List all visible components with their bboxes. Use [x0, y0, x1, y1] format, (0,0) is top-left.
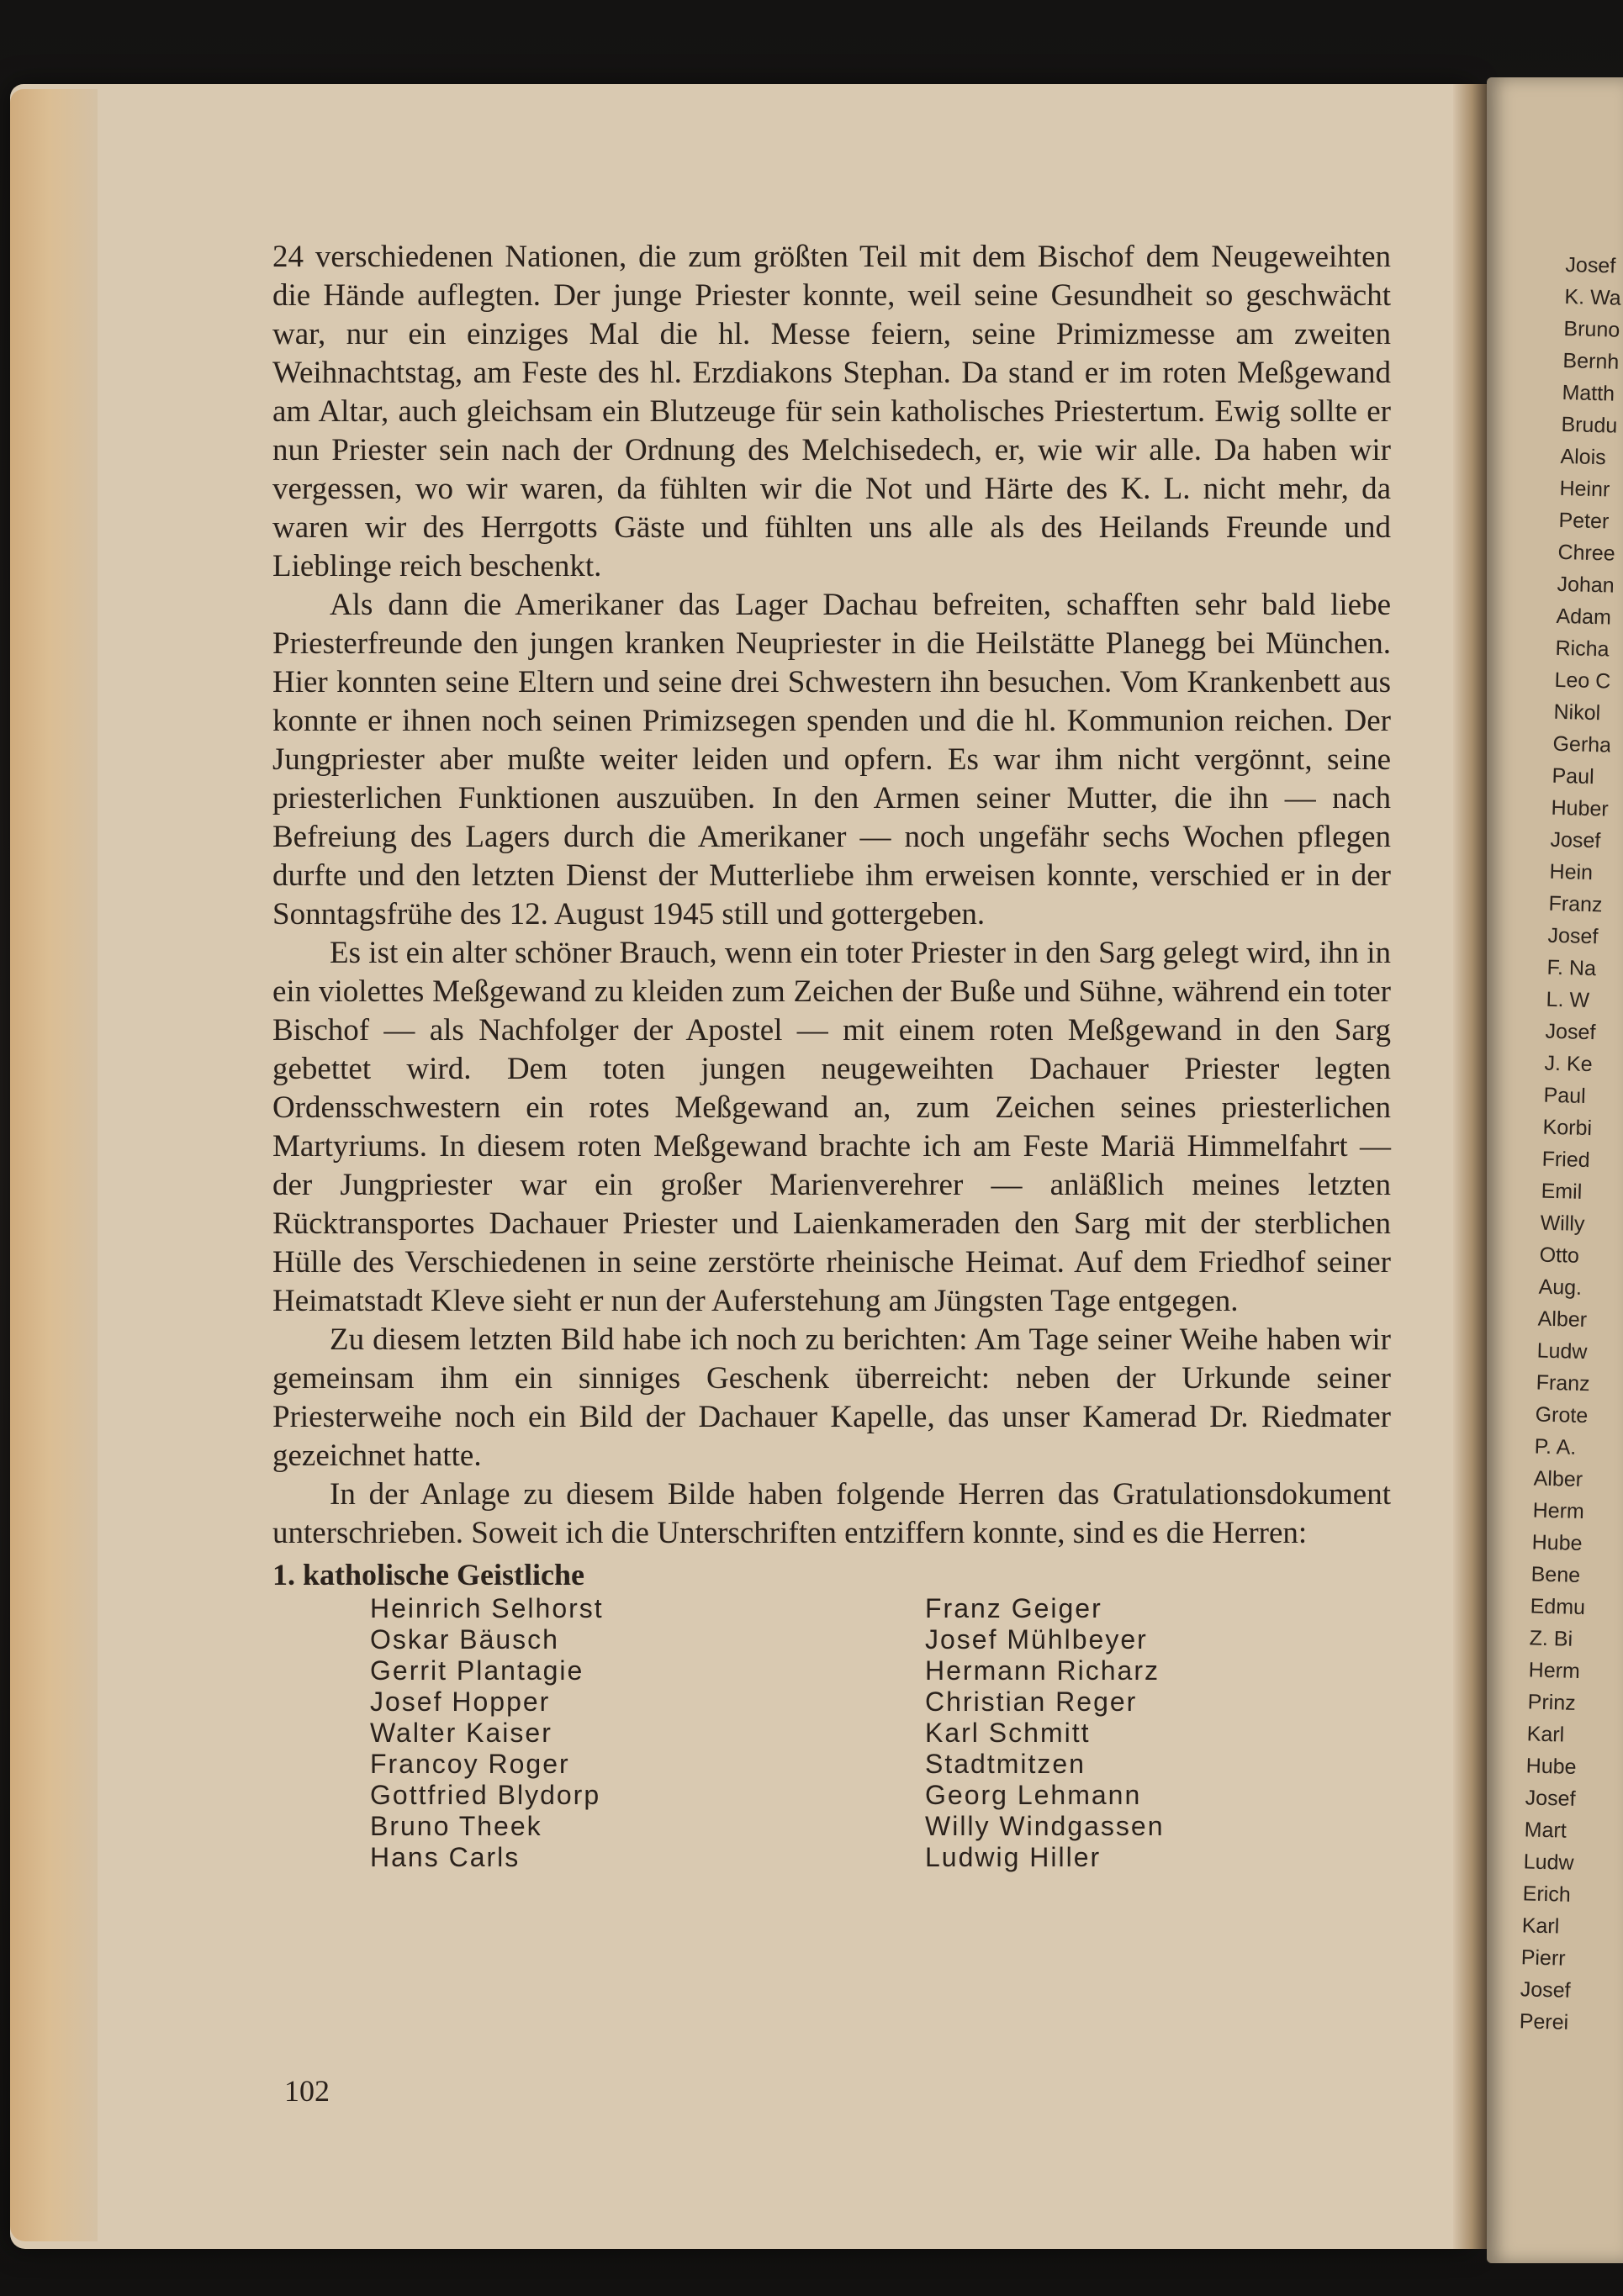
facing-page-fragment: Peter [1558, 508, 1610, 534]
facing-page-fragment: Huber [1551, 795, 1610, 821]
book-gutter [1453, 84, 1487, 2249]
facing-page-fragment: Nikol [1553, 699, 1601, 726]
paragraph-2: Als dann die Amerikaner das Lager Dachau befreiten, schafften sehr bald liebe Priesterfreunde den jungen kranken Neupriester in die Heilstätte Planegg bei München. Hier konnten seine Eltern und seine drei Schwestern ihn besuchen. Vom Krankenbett aus konnte er ihnen noch seinen Primizsegen spenden und die hl. Kommunion reichen. Der Jungpriester aber mußte weiter leiden und opfern. Es war ihm nicht vergönnt, seine priesterlichen Funktionen auszuüben. In den Armen seiner Mutter, die ihn — nach Befreiung des Lagers durch die Amerikaner — noch ungefähr sechs Wochen pflegen durfte und den letzten Dienst der Mutterliebe ihm erweisen konnte, verschied er in der Sonntagsfrühe des 12. August 1945 still und gottergeben. [272, 588, 1391, 932]
facing-page-fragment: Ludw [1523, 1850, 1574, 1875]
facing-page-fragment: Herm [1528, 1658, 1581, 1684]
signatory-list [272, 1593, 1391, 1873]
facing-page-fragment: Emil [1541, 1179, 1583, 1204]
facing-page-fragment: Franz [1536, 1370, 1590, 1396]
signatory-name: Oskar Bäusch [370, 1624, 559, 1655]
facing-page-fragment: Matth [1562, 380, 1615, 406]
facing-page-fragment: Edmu [1530, 1594, 1586, 1620]
section-heading: 1. katholische Geistliche [272, 1558, 584, 1591]
page-number: 102 [284, 2074, 330, 2108]
paragraph-5: In der Anlage zu diesem Bilde haben folgende Herren das Gratulationsdokument unterschrieben. Soweit ich die Unterschriften entziffern konnte, sind es die Herren: [272, 1477, 1391, 1550]
facing-page-fragment: Hube [1531, 1530, 1583, 1556]
facing-page-fragment: Erich [1522, 1882, 1572, 1907]
facing-page-fragment: Alois [1560, 444, 1607, 470]
facing-page-fragment: Z. Bi [1529, 1626, 1573, 1651]
facing-page-fragment: Willy [1540, 1211, 1585, 1236]
facing-page-fragment: Josef [1547, 923, 1599, 949]
facing-page-fragment: Alber [1537, 1306, 1588, 1333]
facing-page-fragment: Pierr [1520, 1945, 1566, 1971]
signatory-name: Hermann Richarz [925, 1655, 1160, 1686]
facing-page-fragment: Johan [1557, 572, 1615, 598]
signatory-name: Hans Carls [370, 1842, 521, 1872]
facing-page-fragment: Alber [1533, 1466, 1583, 1492]
facing-page-fragment: Karl [1526, 1722, 1565, 1747]
signatory-name: Karl Schmitt [925, 1718, 1091, 1748]
facing-page-fragment: Prinz [1527, 1690, 1577, 1715]
facing-page-fragment: Ludw [1536, 1338, 1588, 1364]
facing-page-fragment: Herm [1532, 1498, 1585, 1524]
facing-page-fragment: Leo C [1554, 668, 1611, 694]
facing-page-fragment: Josef [1565, 252, 1616, 278]
signatory-name: Josef Hopper [370, 1686, 551, 1717]
facing-page-fragment: Hein [1549, 859, 1594, 885]
facing-page-fragment: Mart [1524, 1818, 1567, 1843]
facing-page-fragment: Paul [1552, 763, 1594, 789]
signatory-name: Heinrich Selhorst [370, 1593, 604, 1623]
facing-page-fragment: P. A. [1534, 1434, 1577, 1459]
facing-page-fragment: Aug. [1538, 1275, 1583, 1300]
facing-page-fragment: Josef [1550, 827, 1601, 853]
signatory-column-left [272, 1593, 925, 1873]
facing-page-fragment: Bernh [1562, 348, 1620, 374]
facing-page-fragment: Heinr [1559, 476, 1610, 502]
signatory-name: Walter Kaiser [370, 1718, 552, 1748]
facing-page-fragment: Brudu [1561, 412, 1618, 438]
paragraph-1: 24 verschiedenen Nationen, die zum größten Teil mit dem Bischof dem Neugeweihten die Hände auflegten. Der junge Priester konnte, weil seine Gesundheit so geschwächt war, nur ein einziges Mal die hl. Messe feiern, seine Primizmesse am zweiten Weihnachtstag, am Feste des hl. Erzdiakons Stephan. Da stand er im roten Meßgewand am Altar, auch gleichsam ein Blutzeuge für sein katholisches Priestertum. Ewig sollte er nun Priester sein nach der Ordnung des Melchisedech, er, wie wir alle. Da haben wir vergessen, wo wir waren, da fühlten wir die Not und Härte des K. L. nicht mehr, da waren wir des Herrgotts Gäste und fühlten uns alle als des Heilands Freunde und Lieblinge reich beschenkt. [272, 240, 1391, 583]
signatory-name: Josef Mühlbeyer [925, 1624, 1148, 1655]
facing-page-fragment: Richa [1555, 636, 1610, 662]
page-stack-edge [10, 89, 98, 2241]
facing-page-fragment: L. W [1546, 987, 1590, 1013]
signatory-column-right [925, 1593, 1388, 1873]
signatory-name: Francoy Roger [370, 1749, 570, 1779]
signatory-name: Franz Geiger [925, 1593, 1102, 1623]
signatory-name: Gerrit Plantagie [370, 1655, 584, 1686]
page-text-block [272, 238, 1391, 1873]
signatory-name: Stadtmitzen [925, 1749, 1086, 1779]
facing-page-fragment: Bruno [1563, 316, 1620, 342]
facing-page-fragment: Grote [1535, 1402, 1589, 1428]
signatory-name: Ludwig Hiller [925, 1842, 1102, 1872]
facing-page-fragment: Otto [1539, 1243, 1580, 1268]
facing-page-fragment: Bene [1530, 1562, 1581, 1587]
facing-page-fragment: Perei [1519, 2009, 1569, 2035]
facing-page-fragment: Franz [1548, 891, 1603, 917]
signatory-name: Gottfried Blydorp [370, 1780, 601, 1810]
facing-page-fragment: Fried [1541, 1147, 1590, 1173]
facing-page-fragment: Josef [1525, 1786, 1576, 1811]
facing-page-fragment: Karl [1521, 1913, 1560, 1939]
signatory-name: Georg Lehmann [925, 1780, 1142, 1810]
facing-page-fragment: Chree [1557, 540, 1615, 566]
facing-page-fragment: J. Ke [1544, 1051, 1593, 1077]
facing-page-fragment: K. Wa [1564, 284, 1621, 310]
facing-page-fragment: Gerha [1552, 731, 1612, 757]
facing-page-fragment: Adam [1556, 604, 1612, 630]
facing-page-fragment: Hube [1525, 1754, 1577, 1779]
facing-page-fragment: Paul [1543, 1083, 1587, 1108]
facing-page-fragment: F. Na [1546, 955, 1597, 981]
facing-page-fragment: Josef [1520, 1977, 1571, 2003]
signatory-name: Bruno Theek [370, 1811, 542, 1841]
signatory-name: Willy Windgassen [925, 1811, 1165, 1841]
paragraph-4: Zu diesem letzten Bild habe ich noch zu berichten: Am Tage seiner Weihe haben wir gemeinsam ihm ein sinniges Geschenk überreicht: neben der Urkunde seiner Priesterweihe noch ein Bild der Dachauer Kapelle, das unser Kamerad Dr. Riedmater gezeichnet hatte. [272, 1322, 1391, 1473]
facing-page-fragment: Korbi [1542, 1115, 1593, 1141]
signatory-name: Christian Reger [925, 1686, 1138, 1717]
facing-page-fragment: Josef [1545, 1019, 1596, 1045]
paragraph-3: Es ist ein alter schöner Brauch, wenn ein toter Priester in den Sarg gelegt wird, ihn in ein violettes Meßgewand zu kleiden zum Zeichen der Buße und Sühne, während ein toter Bischof — als Nachfolger der Apostel — mit einem roten Meßgewand in den Sarg gebettet wird. Dem toten jungen neugeweihten Dachauer Priester legten Ordensschwestern ein rotes Meßgewand an, zum Zeichen seines priesterlichen Martyriums. In diesem roten Meßgewand brachte ich am Feste Mariä Himmelfahrt — der Jungpriester war ein großer Marienverehrer — anläßlich meines letzten Rücktransportes Dachauer Priester und Laienkameraden den Sarg mit der sterblichen Hülle des Verschiedenen in seine zerstörte rheinische Heimat. Auf dem Friedhof seiner Heimatstadt Kleve sieht er nun der Auferstehung am Jüngsten Tage entgegen. [272, 936, 1391, 1318]
